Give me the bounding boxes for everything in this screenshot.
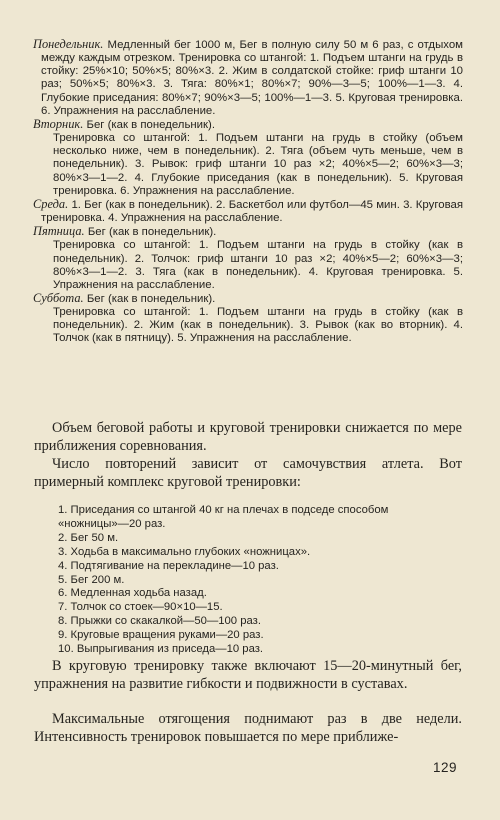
day-text-saturday: Тренировка со штангой: 1. Подъем штанги на грудь в стойку (как в понедельник). 2. Жим (как в понедельник). 3. Рывок (как во вторник). 4. Толчок (как в пятницу). 5. Упражнения на расслабление. <box>53 306 463 345</box>
exercise-item: 10. Выпрыгивания из приседа—10 раз. <box>58 643 264 656</box>
schedule-saturday <box>33 292 463 346</box>
circuit-exercise-list <box>58 504 458 657</box>
exercise-item: 8. Прыжки со скакалкой—50—100 раз. <box>58 615 261 628</box>
day-text-friday: Тренировка со штангой: 1. Подъем штанги на грудь в стойку (как в понедельник). 2. Толчок: гриф штанги 10 раз ×2; 40%×5—2; 60%×3—3; 80%×3—1—2. 3. Тяга (как в понедельник). 4. Круговая тренировка. 5. Упражнения на расслабление. <box>53 239 463 291</box>
schedule-friday <box>33 225 463 292</box>
day-text-monday: Медленный бег 1000 м, Бег в полную силу 50 м 6 раз, с отдыхом между каждым отрезком. Тренировка со штангой: 1. Подъем штанги на грудь в стойку: 25%×10; 50%×5; 80%×3. 2. Жим в солдатской стойке: гриф штанги 10 раз; 50%×5; 80%×3. 3. Тяга: 80%×1; 80%×7; 90%—3—5; 100%—1—3. 4. Глубокие приседания: 80%×7; 90%×3—5; 100%—1—3. 5. Круговая тренировка. 6. Упражнения на расслабление. <box>41 39 463 117</box>
exercise-item: 3. Ходьба в максимально глубоких «ножницах». <box>58 545 311 558</box>
day-text-wednesday: 1. Бег (как в понедельник). 2. Баскетбол или футбол—45 мин. 3. Круговая тренировка. 4. Упражнения на расслабление. <box>41 198 463 225</box>
day-head-saturday <box>33 292 463 306</box>
paragraph-max-loads: Максимальные отягощения поднимают раз в две недели. Интенсивность тренировок повышается по мере приближе- <box>34 711 462 745</box>
exercise-item: 5. Бег 200 м. <box>58 573 125 586</box>
schedule-wednesday <box>33 198 463 225</box>
exercise-item: 6. Медленная ходьба назад. <box>58 587 207 600</box>
day-head-text-tuesday: Бег (как в понедельник). <box>86 118 215 131</box>
exercise-item: 1. Приседания со штангой 40 кг на плечах в подседе способом «ножницы»—20 раз. <box>58 504 389 530</box>
weekly-training-schedule <box>33 38 463 346</box>
day-name-monday: Понедельник. <box>33 37 104 51</box>
day-name-friday: Пятница. <box>33 224 85 239</box>
day-name-wednesday: Среда. <box>33 196 69 211</box>
paragraph-volume-reduction: Объем беговой работы и круговой тренировки снижается по мере приближения соревнования. <box>34 420 462 454</box>
day-head-text-friday: Бег (как в понедельник). <box>87 226 217 239</box>
exercise-item: 2. Бег 50 м. <box>58 531 119 544</box>
paragraph-repetitions: Число повторений зависит от самочувствия атлета. Вот примерный комплекс круговой тренировки: <box>34 456 462 490</box>
day-head-tuesday <box>33 118 463 132</box>
schedule-tuesday <box>33 118 463 198</box>
day-text-tuesday: Тренировка со штангой: 1. Подъем штанги на грудь в стойку (объем несколько ниже, чем в понедельник). 2. Тяга (объем чуть меньше, чем в понедельник). 3. Рывок: гриф штанги 10 раз ×2; 40%×5—2; 60%×3—3; 80%×3—1—2. 4. Глубокие приседания (как в понедельник). 5. Круговая тренировка. 6. Упражнения на расслабление. <box>53 132 463 197</box>
day-name-saturday: Суббота. <box>33 290 84 305</box>
day-name-tuesday: Вторник. <box>33 116 84 131</box>
exercise-item: 4. Подтягивание на перекладине—10 раз. <box>58 559 279 572</box>
schedule-monday <box>33 38 463 118</box>
day-head-friday <box>33 225 463 239</box>
paragraph-circuit-extras: В круговую тренировку также включают 15—20-минутный бег, упражнения на развитие гибкости и подвижности в суставах. <box>34 658 462 692</box>
day-head-text-saturday: Бег (как в понедельник). <box>86 292 216 305</box>
page-number: 129 <box>433 760 458 775</box>
exercise-item: 7. Толчок со стоек—90×10—15. <box>58 601 223 614</box>
exercise-item: 9. Круговые вращения руками—20 раз. <box>58 629 264 642</box>
